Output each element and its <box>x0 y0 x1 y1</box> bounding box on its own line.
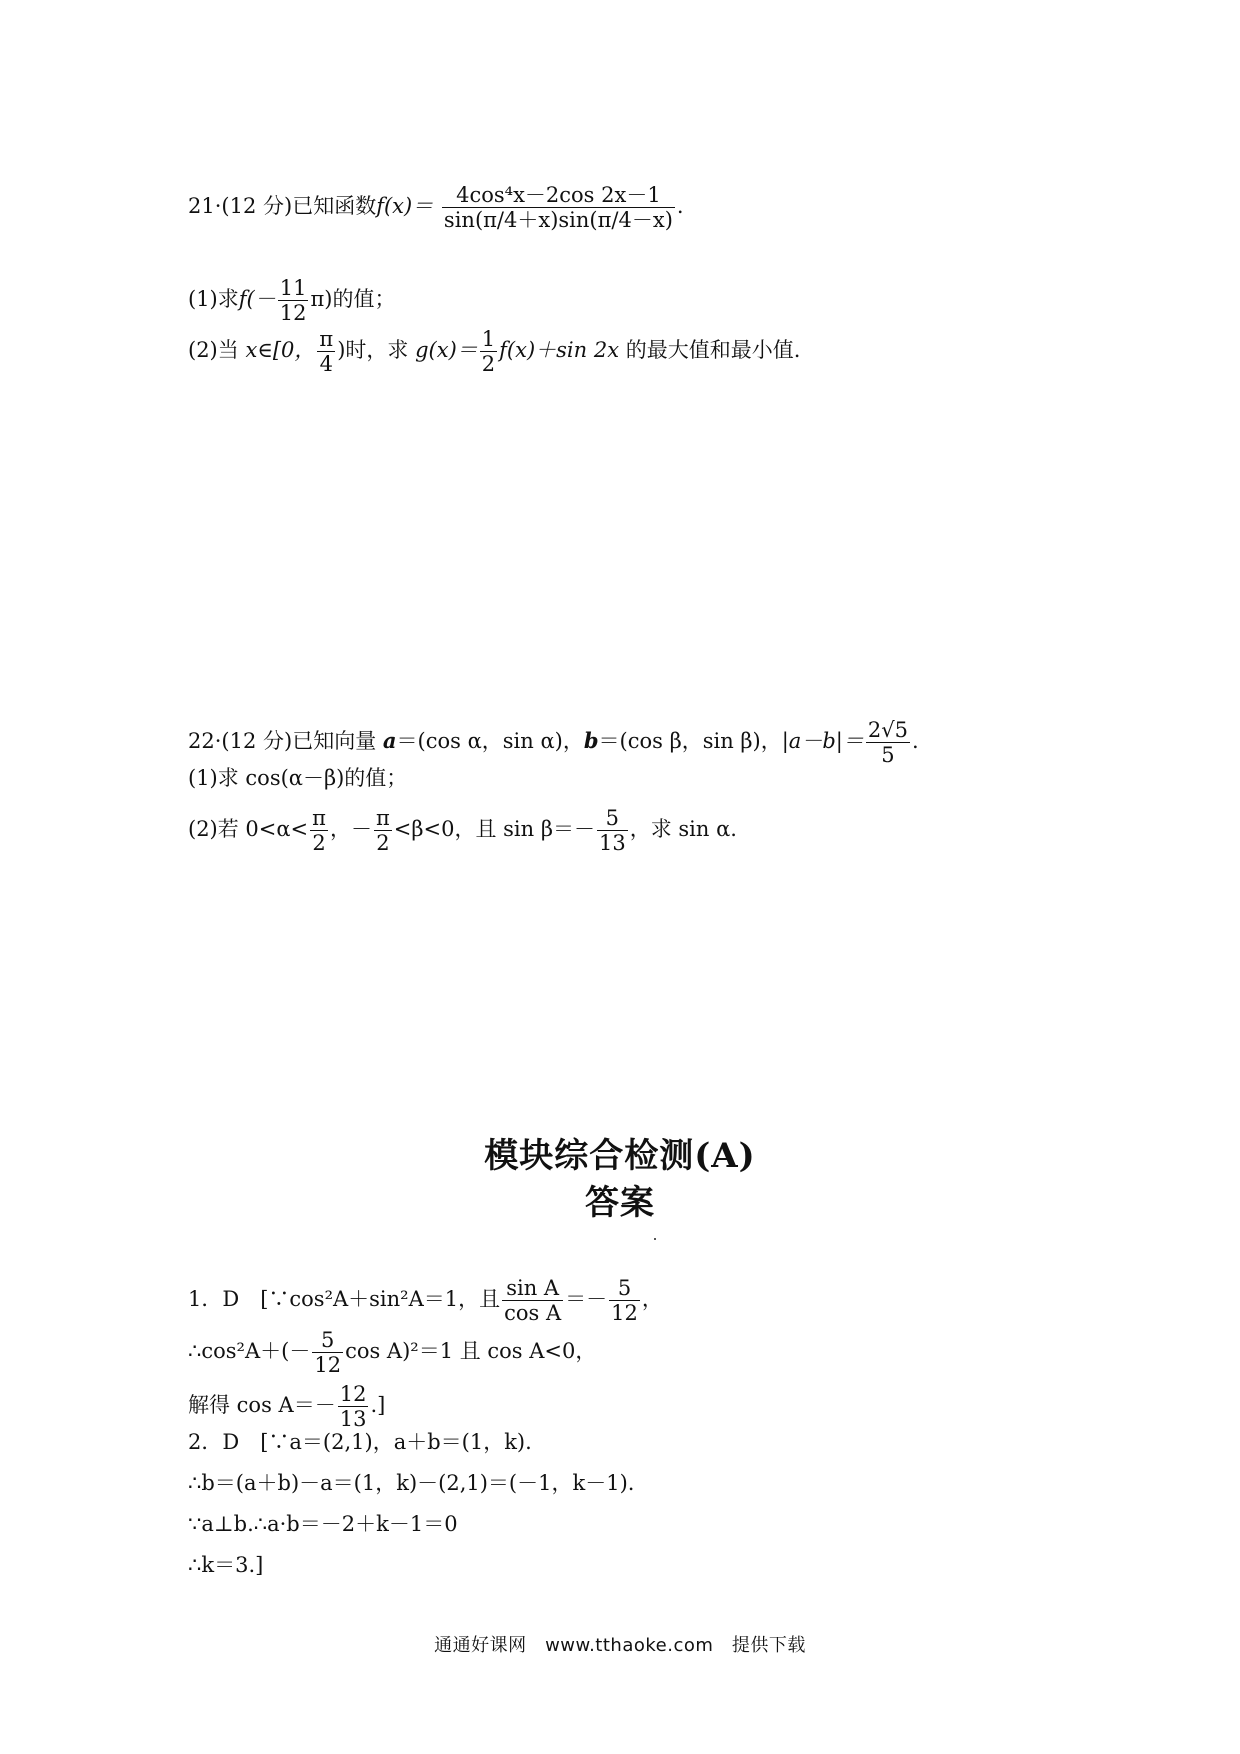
footer-credit: 通通好课网 www.tthaoke.com 提供下载 <box>434 1635 806 1656</box>
answer1-line2 <box>188 1328 596 1377</box>
q22-part2-frac-den: 13 <box>598 831 626 856</box>
q22-statement: 22·(12 分)已知向量 a＝(cos α，sin α)，b＝(cos β，sin β)，|a－b|＝ $\frac{2√5}{5}$ . <box>188 718 919 768</box>
q22-part1-text: (1)求 cos(α－β)的值； <box>188 766 408 790</box>
q22-part2-pi-b: π <box>375 806 390 830</box>
q22-part1 <box>188 768 407 789</box>
answer2-line3: ∵a⊥b.∴a·b＝－2＋k－1＝0 <box>188 1512 458 1536</box>
q21-points: (12 分) <box>221 194 293 219</box>
q21-part2-interval: x∈[0， <box>245 338 316 363</box>
q21-part1-expr-end: π) <box>310 287 333 312</box>
q21-statement: 21·(12 分)已知函数f(x)＝ $\frac{\text{4cos⁴x－2cos 2x－1}}{\sin(\pi/4+x)\sin(\pi/4-x)}$ . <box>188 183 684 233</box>
q22-vector-a: a <box>382 728 397 754</box>
answer1-line1-end: ， <box>641 1287 663 1312</box>
answer1-line3-end: .] <box>370 1393 386 1418</box>
answer1-frac-sin-cos <box>502 1276 563 1325</box>
answer1-line3-fraction <box>338 1382 369 1431</box>
q22-points: (12 分) <box>221 729 293 754</box>
q21-f-fraction <box>442 183 675 232</box>
answer1-line3-prefix: 解得 cos A＝－ <box>188 1393 336 1418</box>
q22-vector-a-value: ＝(cos α，sin α)， <box>396 729 584 754</box>
answer1-line3-frac-den: 13 <box>339 1407 367 1432</box>
answer1-line2-frac-den: 12 <box>314 1353 342 1378</box>
answer1-frac-12: 12 <box>611 1301 638 1326</box>
answer1-frac-5-12 <box>609 1276 640 1325</box>
q22-vector-b-value: ＝(cos β，sin β)， <box>598 729 782 754</box>
answer1-line2-fraction <box>312 1328 343 1377</box>
answer1-line3 <box>188 1382 385 1431</box>
answer1-line2-prefix: ∴cos²A＋(－ <box>188 1339 311 1364</box>
q22-part2-frac-num: 5 <box>597 806 628 831</box>
q22-norm: |a－b|＝ <box>781 729 864 754</box>
q21-part2-suffix: 的最大值和最小值. <box>625 338 801 363</box>
q21-part2 <box>188 327 800 376</box>
q22-part2-mid2: <β<0，且 sin β＝－ <box>393 817 595 842</box>
section-subtitle: 答案 <box>585 1183 655 1223</box>
q22-number: 22 <box>188 729 215 754</box>
q21-part1-frac-num: 11 <box>279 276 307 300</box>
q21-part2-prefix: (2)当 <box>188 338 239 363</box>
q21-f-lhs: f(x)＝ <box>376 194 434 219</box>
q22-part2-suffix: ，求 sin α. <box>629 817 737 842</box>
answer2-line2: ∴b＝(a＋b)－a＝(1，k)－(2,1)＝(－1，k－1). <box>188 1471 635 1495</box>
q21-part2-pi-over-4 <box>317 327 335 376</box>
answer1-line2-frac-num: 5 <box>312 1328 343 1353</box>
answer1-line3-frac-num: 12 <box>339 1382 367 1406</box>
q22-norm-den: 5 <box>881 743 895 768</box>
q22-part2-two-b: 2 <box>376 831 390 856</box>
q22-part2-fraction <box>597 806 628 855</box>
q22-part2-pi-a: π <box>312 806 326 830</box>
answer1-frac-cos: cos A <box>504 1301 562 1326</box>
q22-part2 <box>188 806 737 855</box>
q21-lead: 已知函数 <box>292 194 377 219</box>
q22-vector-b: b <box>583 728 599 754</box>
q21-part1-suffix: 的值； <box>332 287 396 312</box>
answer1-line1-mid: ＝－ <box>565 1287 608 1312</box>
q21-part2-half <box>480 327 497 376</box>
q21-f-numerator: 4cos⁴x－2cos 2x－1 <box>442 183 675 208</box>
answer1-line2-end: cos A)²＝1 且 cos A<0， <box>345 1339 597 1364</box>
q21-part2-four: 4 <box>319 352 333 377</box>
q22-norm-num: 2√5 <box>867 718 908 742</box>
q21-part2-pi: π <box>319 327 334 351</box>
q22-part2-pi-over-2-a <box>310 806 328 855</box>
q22-part2-two-a: 2 <box>312 831 326 856</box>
section-title: 模块综合检测(A) <box>484 1136 756 1176</box>
answer1-line1-prefix: 1．D [∵cos²A＋sin²A＝1，且 <box>188 1287 501 1312</box>
q21-part2-g: g(x)＝ <box>415 338 478 363</box>
q22-part2-pi-over-2-b <box>374 806 392 855</box>
q21-part2-half-num: 1 <box>481 327 496 351</box>
answer2-line4: ∴k＝3.] <box>188 1553 264 1577</box>
answer1-frac-sin: sin A <box>502 1276 563 1301</box>
q21-part1-fraction <box>278 276 309 325</box>
q22-part2-prefix: (2)若 0<α< <box>188 817 309 842</box>
q21-part2-expr: f(x)＋sin 2x <box>499 338 620 363</box>
q22-lead: 已知向量 <box>292 729 377 754</box>
answer1-line1 <box>188 1276 663 1325</box>
q21-part2-half-den: 2 <box>481 352 496 377</box>
q21-f-denominator: sin(π/4＋x)sin(π/4－x) <box>443 208 673 233</box>
q21-part2-interval-end: )时，求 <box>337 338 409 363</box>
q21-number: 21 <box>188 194 215 219</box>
q21-part1 <box>188 276 395 325</box>
q21-part1-prefix: (1)求 <box>188 287 239 312</box>
q21-part1-expr-start: f(－ <box>238 287 276 312</box>
answer1-frac-5: 5 <box>609 1276 640 1301</box>
q21-part1-frac-den: 12 <box>279 301 307 326</box>
stray-dot <box>654 1238 656 1240</box>
q22-part2-mid1: ，－ <box>329 817 372 842</box>
q22-norm-fraction <box>866 718 910 767</box>
answer2-line1: 2．D [∵a＝(2,1)，a＋b＝(1，k). <box>188 1430 532 1454</box>
